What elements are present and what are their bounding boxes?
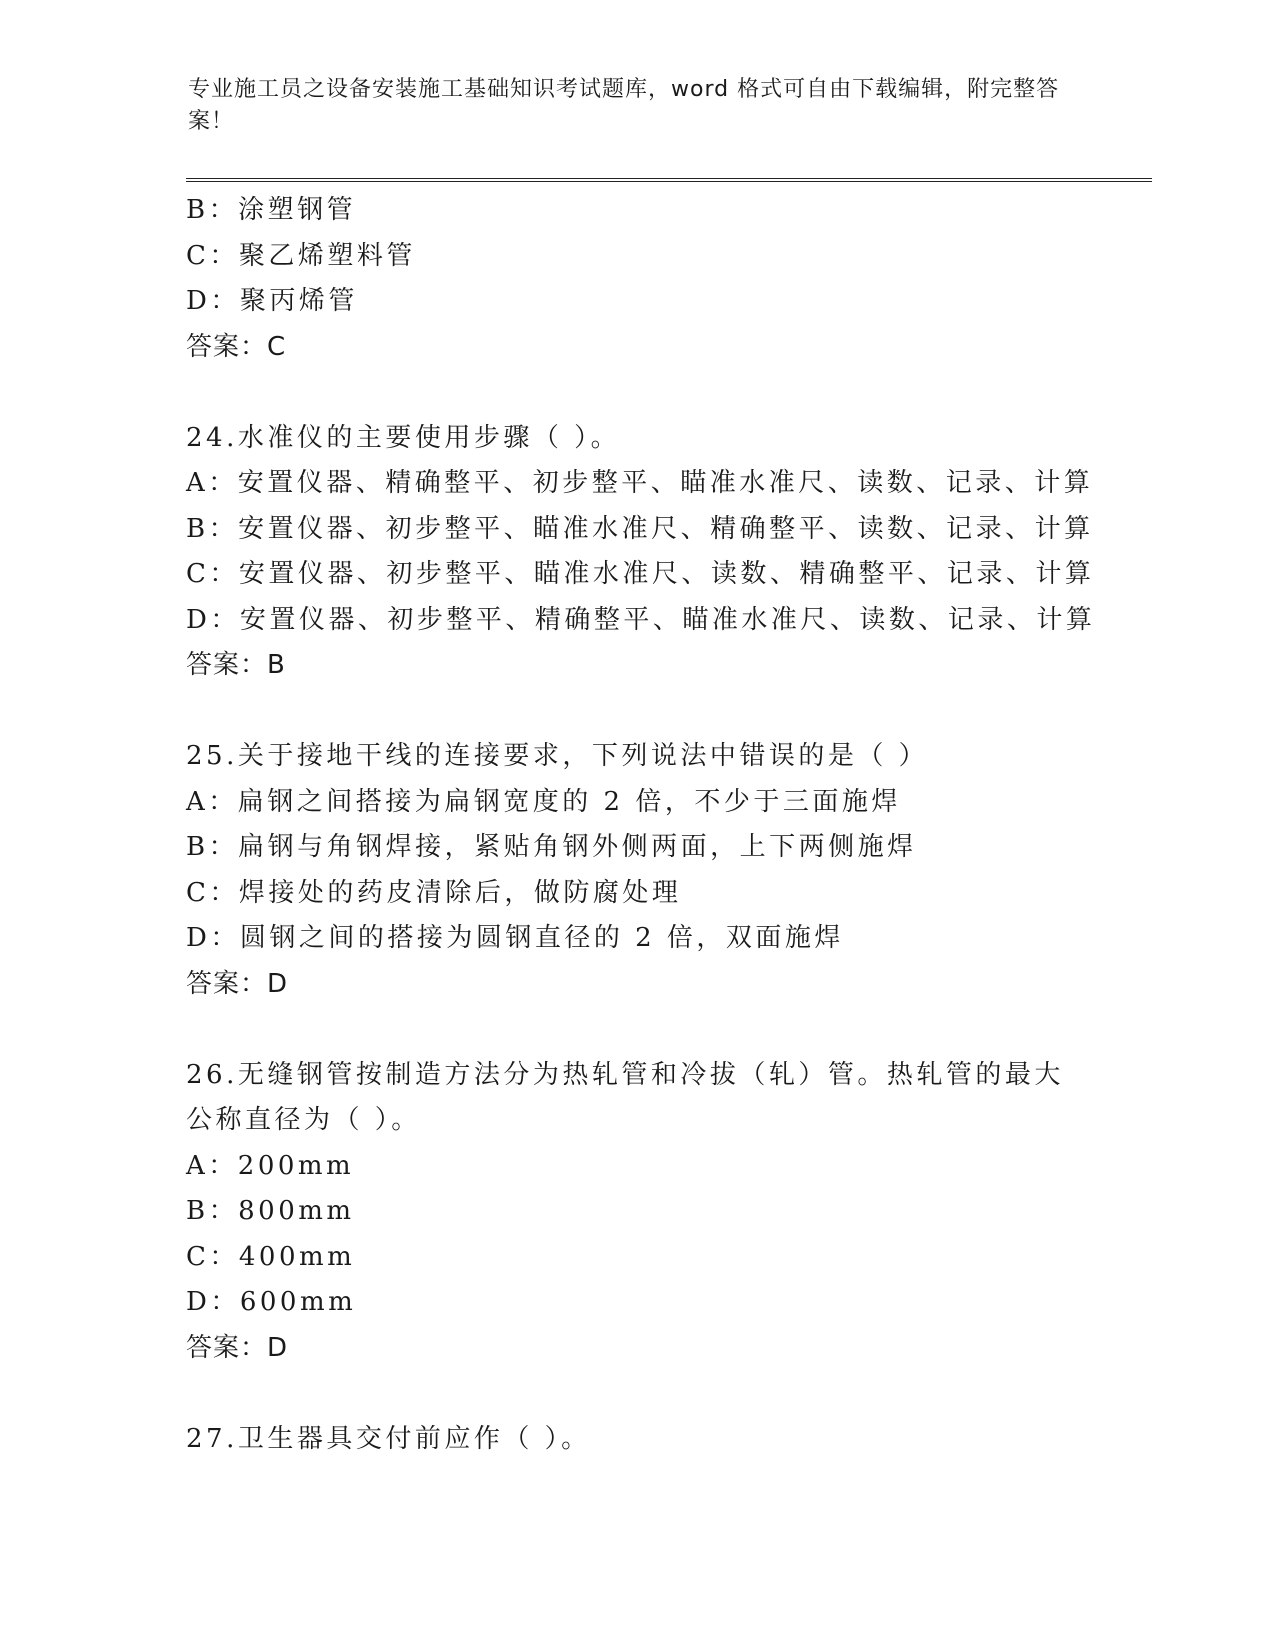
option-b: B：800mm xyxy=(186,1196,355,1226)
question-26 xyxy=(186,1053,1086,1372)
question-24 xyxy=(186,416,1096,689)
option-d: D：圆钢之间的搭接为圆钢直径的 2 倍，双面施焊 xyxy=(186,923,844,953)
option-b: B：涂塑钢管 xyxy=(186,195,357,225)
option-c: C：安置仪器、初步整平、瞄准水准尺、读数、精确整平、记录、计算 xyxy=(186,559,1095,589)
option-c: C：400mm xyxy=(186,1241,356,1272)
spacer xyxy=(186,689,1086,735)
question-stem: 24.水准仪的主要使用步骤（ ）。 xyxy=(186,422,621,453)
spacer xyxy=(186,1007,1086,1053)
question-stem: 27.卫生器具交付前应作（ ）。 xyxy=(186,1423,591,1454)
spacer xyxy=(186,370,1086,416)
option-a: A：200mm xyxy=(186,1150,355,1181)
spacer xyxy=(186,1371,1086,1417)
header-divider xyxy=(186,178,1152,182)
question-23-tail xyxy=(186,188,1086,370)
question-27 xyxy=(186,1417,1086,1463)
option-c: C：聚乙烯塑料管 xyxy=(186,240,416,271)
answer: 答案：C xyxy=(186,331,287,362)
question-stem: 26.无缝钢管按制造方法分为热轧管和冷拔（轧）管。热轧管的最大公称直径为（ ）。 xyxy=(186,1059,1064,1135)
option-d: D：安置仪器、初步整平、精确整平、瞄准水准尺、读数、记录、计算 xyxy=(186,604,1096,635)
question-25 xyxy=(186,734,1086,1007)
question-stem: 25.关于接地干线的连接要求，下列说法中错误的是（ ） xyxy=(186,741,929,771)
option-a: A：扁钢之间搭接为扁钢宽度的 2 倍，不少于三面施焊 xyxy=(186,786,901,817)
option-a: A：安置仪器、精确整平、初步整平、瞄准水准尺、读数、记录、计算 xyxy=(186,468,1094,498)
option-d: D：聚丙烯管 xyxy=(186,286,358,316)
answer: 答案：D xyxy=(186,968,289,999)
document-header: 专业施工员之设备安装施工基础知识考试题库，word 格式可自由下载编辑，附完整答案！ xyxy=(188,77,1060,134)
option-b: B：扁钢与角钢焊接，紧贴角钢外侧两面，上下两侧施焊 xyxy=(186,832,917,862)
question-list xyxy=(186,188,1096,1462)
answer: 答案：D xyxy=(186,1332,289,1363)
option-d: D：600mm xyxy=(186,1287,357,1317)
answer: 答案：B xyxy=(186,650,286,680)
option-b: B：安置仪器、初步整平、瞄准水准尺、精确整平、读数、记录、计算 xyxy=(186,513,1094,544)
option-c: C：焊接处的药皮清除后，做防腐处理 xyxy=(186,877,682,908)
